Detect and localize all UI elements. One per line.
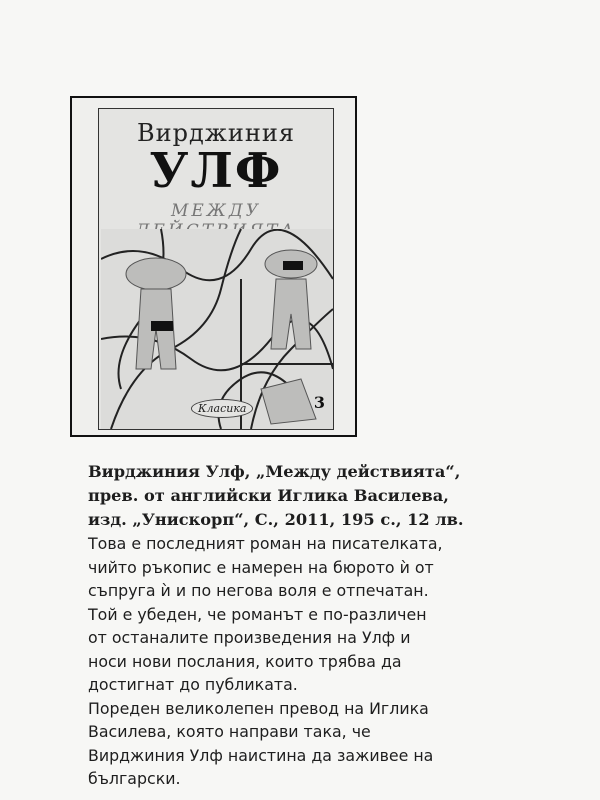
paragraph-3-line: Вирджиния Улф наистина да заживее на [88, 745, 434, 765]
paragraph-2-line: от останалите произведения на Улф и [88, 628, 411, 647]
book-cover-inner [98, 108, 334, 430]
bibliographic-entry [88, 460, 588, 532]
paragraph-1-line: Това е последният роман на писателката, [88, 534, 443, 553]
paragraph-1-line: съпруга ѝ и по негова воля е отпечатан. [88, 581, 429, 600]
bibliography-line: Вирджиния Улф, „Между действията“, [88, 462, 461, 481]
paragraph-2-line: достигнат до публиката. [88, 675, 298, 694]
cover-corner-mark: 3 [313, 393, 325, 412]
bibliography-line: прев. от английски Иглика Василева, [88, 486, 449, 505]
paragraph-2-line: носи нови послания, които трябва да [88, 651, 402, 671]
cover-author-first-name: Вирджиния [137, 119, 295, 147]
paragraph-2-line: Той е убеден, че романът е по-различен [88, 604, 427, 624]
paragraph-3-line: Пореден великолепен превод на Иглика [88, 698, 429, 718]
review-body [88, 532, 588, 791]
bibliography-line: изд. „Унискорп“, С., 2011, 195 с., 12 лв. [88, 510, 464, 529]
cover-title: МЕЖДУ [170, 201, 262, 221]
paragraph-1-line: чийто ръкопис е намерен на бюрото ѝ от [88, 557, 434, 577]
book-cover [70, 96, 357, 437]
review-text [88, 460, 588, 791]
paragraph-3-line: Василева, която направи така, че [88, 722, 371, 741]
cover-author-last-name: УЛФ [149, 143, 283, 199]
publisher-logo: Класика [191, 399, 253, 418]
paragraph-3-line: български. [88, 769, 181, 788]
